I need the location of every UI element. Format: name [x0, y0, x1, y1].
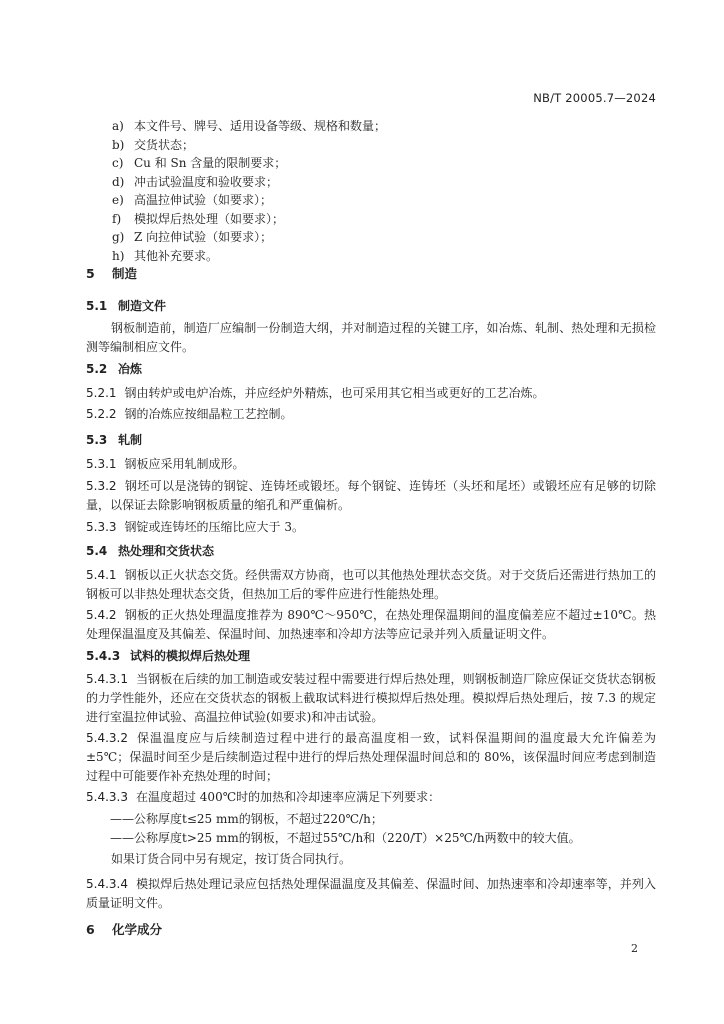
- list-item: [112, 228, 672, 247]
- clause-number: 5.4.3.1: [86, 672, 128, 686]
- section-number: 5.1: [86, 299, 108, 313]
- list-item-key: a): [112, 119, 124, 133]
- section-title: 制造: [112, 266, 138, 281]
- clause-text: 钢板的正火热处理温度推荐为 890℃～950℃，在热处理保温期间的温度偏差应不超过±10℃。热处理保温温度及其偏差、保温时间、加热速率和冷却方法等应记录并列入质量证明文件。: [86, 608, 656, 641]
- section-title: 热处理和交货状态: [118, 544, 215, 558]
- paragraph-5-3-1: [86, 455, 656, 474]
- section-number: 5.3: [86, 433, 108, 447]
- paragraph-5-1: 钢板制造前，制造厂应编制一份制造大纲，并对制造过程的关键工序，如冶炼、轧制、热处理和无损检测等编制相应文件。: [86, 321, 656, 354]
- list-item-text: Z 向拉伸试验（如要求）；: [134, 230, 273, 244]
- clause-number: 5.4.3.3: [86, 790, 128, 804]
- clause-number: 5.3.2: [86, 479, 117, 493]
- clause-number: 5.4.3.4: [86, 877, 128, 891]
- list-item-text: 冲击试验温度和验收要求；: [134, 174, 279, 189]
- section-title: 轧制: [118, 433, 143, 447]
- clause-text: 当钢板在后续的加工制造或安装过程中需要进行焊后热处理，则钢板制造厂除应保证交货状态钢板的力学性能外，还应在交货状态的钢板上截取试料进行模拟焊后热处理。模拟焊后热处理后，按 7.3 的规定进行室温拉伸试验、高温拉伸试验(如要求)和冲击试验。: [86, 672, 656, 724]
- section-heading-5-1: [86, 298, 166, 314]
- list-item-key: c): [112, 156, 124, 170]
- section-heading-5-4-3: [86, 648, 250, 664]
- section-title: 化学成分: [112, 922, 163, 937]
- paragraph-5-4-3-2: [86, 729, 656, 786]
- clause-text: 模拟焊后热处理记录应包括热处理保温温度及其偏差、保温时间、加热速率和冷却速率等，并列入质量证明文件。: [86, 877, 656, 910]
- list-item-key: d): [112, 174, 125, 189]
- clause-text: 钢板应采用轧制成形。: [124, 457, 245, 471]
- clause-text: 钢坯可以是浇铸的钢锭、连铸坯或锻坯。每个钢锭、连铸坯（头坯和尾坯）或锻坯应有足够的切除量，以保证去除影响钢板质量的缩孔和严重偏析。: [86, 479, 656, 512]
- list-item-key: g): [112, 230, 125, 244]
- clause-number: 5.4.2: [86, 608, 117, 622]
- list-item: [112, 117, 672, 136]
- clause-text: 钢的冶炼应按细晶粒工艺控制。: [124, 407, 293, 421]
- clause-text: 钢锭或连铸坯的压缩比应大于 3。: [124, 520, 304, 534]
- paragraph-5-4-1: [86, 566, 656, 604]
- section-number: 6: [86, 922, 95, 937]
- section-title: 试料的模拟焊后热处理: [130, 649, 251, 663]
- clause-text: 在温度超过 400℃时的加热和冷却速率应满足下列要求：: [135, 790, 441, 804]
- clause-text: 钢板以正火状态交货。经供需双方协商，也可以其他热处理状态交货。对于交货后还需进行热加工的钢板可以非热处理状态交货，但热加工后的零件应进行性能热处理。: [86, 568, 656, 601]
- section-heading-6: [86, 922, 162, 938]
- section-heading-5: [86, 266, 137, 282]
- paragraph-5-4-3-1: [86, 670, 656, 727]
- list-item-key: h): [112, 248, 125, 263]
- list-item-text: 本文件号、牌号、适用设备等级、规格和数量；: [134, 119, 387, 133]
- page-number: 2: [631, 942, 638, 955]
- list-item: [112, 191, 672, 210]
- clause-number: 5.3.1: [86, 457, 117, 471]
- list-item-text: 高温拉伸试验（如要求）；: [134, 193, 273, 207]
- list-item: [112, 247, 672, 266]
- section-number: 5.4.3: [86, 649, 121, 663]
- clause-number: 5.3.3: [86, 520, 117, 534]
- list-item-text: 交货状态；: [134, 137, 195, 152]
- list-item: [112, 210, 672, 229]
- clause-number: 5.4.3.2: [86, 731, 128, 745]
- paragraph-5-3-2: [86, 477, 656, 515]
- list-item-text: 模拟焊后热处理（如要求）；: [134, 211, 285, 226]
- paragraph-5-2-2: [86, 405, 656, 424]
- clause-number: 5.2.2: [86, 407, 117, 421]
- section-heading-5-4: [86, 543, 214, 559]
- standard-number: NB/T 20005.7—2024: [533, 91, 656, 105]
- list-item-key: f): [112, 211, 122, 226]
- section-heading-5-3: [86, 432, 142, 448]
- dash-item-thin-plate: ——公称厚度t≤25 mm的钢板，不超过220℃/h；: [110, 812, 383, 826]
- paragraph-5-3-3: [86, 518, 656, 537]
- section-title: 制造文件: [118, 299, 167, 313]
- clause-number: 5.2.1: [86, 386, 117, 400]
- list-item-key: e): [112, 193, 124, 207]
- section-number: 5.2: [86, 362, 108, 376]
- requirement-list: [112, 117, 672, 265]
- list-item: [112, 173, 672, 192]
- list-item-text: 其他补充要求。: [134, 248, 219, 263]
- clause-number: 5.4.1: [86, 568, 117, 582]
- paragraph-5-2-1: [86, 384, 656, 403]
- section-number: 5.4: [86, 544, 108, 558]
- paragraph-note: 如果订货合同中另有规定，按订货合同执行。: [111, 852, 352, 866]
- section-heading-5-2: [86, 361, 142, 377]
- paragraph-5-4-3-3: [86, 788, 656, 807]
- list-item: [112, 154, 672, 173]
- clause-text: 钢由转炉或电炉冶炼，并应经炉外精炼，也可采用其它相当或更好的工艺冶炼。: [124, 386, 545, 400]
- paragraph-5-4-2: [86, 606, 656, 644]
- list-item-text: Cu 和 Sn 含量的限制要求；: [134, 156, 287, 170]
- list-item-key: b): [112, 137, 125, 152]
- dash-item-thick-plate: ——公称厚度t>25 mm的钢板，不超过55℃/h和（220/T）×25℃/h两数中的较大值。: [110, 831, 581, 845]
- section-number: 5: [86, 266, 95, 281]
- list-item: [112, 136, 672, 155]
- section-title: 冶炼: [118, 362, 143, 376]
- clause-text: 保温温度应与后续制造过程中进行的最高温度相一致，试料保温期间的温度最大允许偏差为±5℃；保温时间至少是后续制造过程中进行的焊后热处理保温时间总和的 80%，该保温时间应考虑到制造过程中可能要作补充热处理的时间；: [86, 731, 656, 783]
- paragraph-5-4-3-4: [86, 875, 656, 913]
